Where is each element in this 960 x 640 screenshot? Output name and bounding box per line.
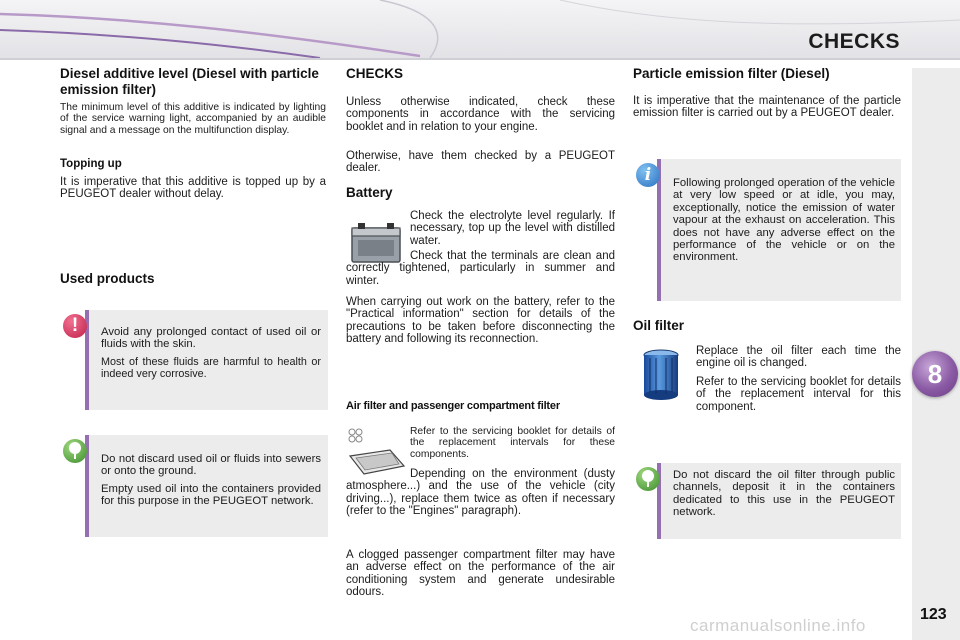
info-text: Following prolonged operation of the vehicle at very low speed or at idle, you may, exceptionally, notice the emission of water vapour at the exhaust on acceleration. This does not have any adverse effect on the performance of the vehicle or on the environment. — [673, 177, 895, 264]
warning-box — [85, 310, 328, 410]
diesel-additive-body: The minimum level of this additive is indicated by lighting of the service warning light, accompanied by an audible signal and a message on the multifunction display. — [60, 102, 326, 136]
air-filter-heading: Air filter and passenger compartment filter — [346, 400, 560, 412]
checks-otherwise: Otherwise, have them checked by a PEUGEOT dealer. — [346, 150, 615, 175]
warning-text-1: Avoid any prolonged contact of used oil or fluids with the skin. — [101, 326, 321, 351]
particle-filter-heading: Particle emission filter (Diesel) — [633, 66, 830, 81]
warning-text-2: Most of these fluids are harmful to health or indeed very corrosive. — [101, 356, 321, 381]
tree-icon — [63, 439, 87, 463]
environment-box-oil-filter — [657, 463, 901, 539]
oil-filter-icon — [636, 346, 686, 404]
environment-box-used-oil — [85, 435, 328, 537]
checks-heading: CHECKS — [346, 66, 404, 81]
checks-intro: Unless otherwise indicated, check these components in accordance with the servicing booklet and in relation to your engine. — [346, 96, 615, 133]
topping-up-body: It is imperative that this additive is topped up by a PEUGEOT dealer without delay. — [60, 176, 326, 201]
page-number: 123 — [920, 606, 947, 623]
oil-filter-text-1: Replace the oil filter each time the engine oil is changed. — [696, 345, 901, 370]
oil-filter-heading: Oil filter — [633, 318, 685, 333]
info-icon: i — [636, 163, 660, 187]
page-title: CHECKS — [808, 30, 900, 53]
air-filter-text-3: A clogged passenger compartment filter may have an adverse effect on the performance of the air conditioning system and generate undesirable odours. — [346, 549, 615, 598]
battery-text-1: Check the electrolyte level regularly. If necessary, top up the level with distilled water. — [410, 210, 615, 247]
air-filter-text-2: Depending on the environment (dusty atmosphere...) and the use of the vehicle (city driving...), replace them twice as often if necessary (refer to the "Engines" paragraph). — [346, 468, 615, 517]
used-products-heading: Used products — [60, 271, 155, 286]
env-used-oil-text-2: Empty used oil into the containers provided for this purpose in the PEUGEOT network. — [101, 483, 321, 508]
battery-text-2: Check that the terminals are clean and correctly tightened, particularly in summer and winter. — [346, 250, 615, 287]
tree-icon — [636, 467, 660, 491]
battery-text-3: When carrying out work on the battery, refer to the "Practical information" section for details of the precautions to be taken before disconnecting the battery and following its reconnection. — [346, 296, 615, 345]
oil-filter-text-2: Refer to the servicing booklet for details of the replacement interval for this component. — [696, 376, 901, 413]
info-box — [657, 159, 901, 301]
diesel-additive-heading: Diesel additive level (Diesel with particle emission filter) — [60, 66, 319, 97]
air-filter-text-1: Refer to the servicing booklet for details of the replacement intervals for these components. — [410, 426, 615, 460]
particle-filter-body: It is imperative that the maintenance of the particle emission filter is carried out by a PEUGEOT dealer. — [633, 95, 901, 120]
battery-heading: Battery — [346, 185, 393, 200]
chapter-tab[interactable]: 8 — [912, 351, 958, 397]
watermark: carmanualsonline.info — [690, 616, 866, 635]
topping-up-heading: Topping up — [60, 158, 122, 170]
env-used-oil-text-1: Do not discard used oil or fluids into sewers or onto the ground. — [101, 453, 321, 478]
env-oil-filter-text: Do not discard the oil filter through public channels, deposit it in the containers dedicated to this use in the PEUGEOT network. — [673, 469, 895, 519]
warning-icon: ! — [63, 314, 87, 338]
